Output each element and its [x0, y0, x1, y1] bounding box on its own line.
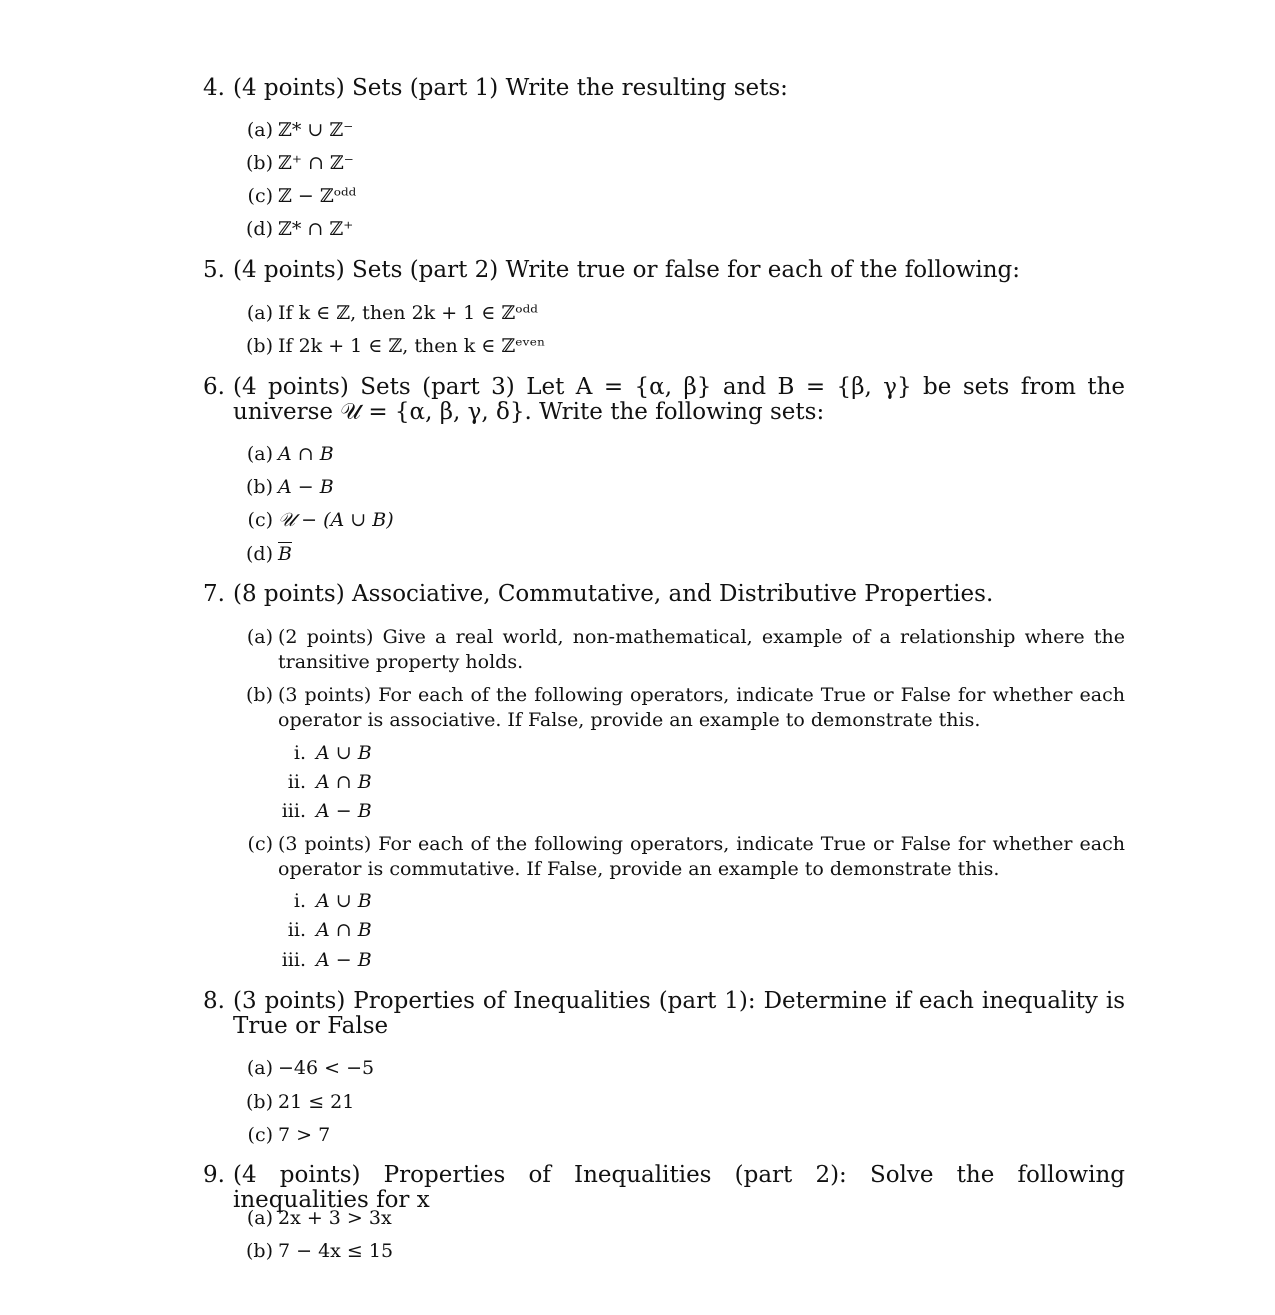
item-expression: ℤ⁺ ∩ ℤ⁻: [278, 152, 354, 174]
problem-number: 9.: [203, 1162, 225, 1188]
item-expression: 2x + 3 > 3x: [278, 1207, 392, 1229]
item-expression: −46 < −5: [278, 1057, 375, 1079]
item-expression: If k ∈ ℤ, then 2k + 1 ∈ ℤᵒᵈᵈ: [278, 302, 538, 324]
item-expression: A ∩ B: [278, 443, 334, 465]
roman-label: iii.: [281, 949, 306, 971]
item-label: (a): [246, 443, 273, 465]
item-text: (2 points) Give a real world, non-mathematical, example of a relationship where the transitive property holds.: [278, 626, 1125, 673]
item-text: (3 points) For each of the following operators, indicate True or False for whether each operator is associative. If False, provide an example to demonstrate this.: [278, 684, 1125, 731]
problem-text: (8 points) Associative, Commutative, and Distributive Properties.: [233, 581, 994, 607]
problem-text: (4 points) Properties of Inequalities (part 2): Solve the following inequalities for x: [233, 1162, 1125, 1213]
item-expression: ℤ − ℤᵒᵈᵈ: [278, 185, 357, 207]
item-label: (c): [247, 833, 273, 855]
item-label: (a): [246, 626, 273, 648]
item-text: (3 points) For each of the following operators, indicate True or False for whether each operator is commutative. If False, provide an example to demonstrate this.: [278, 833, 1125, 880]
problem-number: 5.: [203, 257, 225, 283]
item-label: (c): [247, 185, 273, 207]
item-label: (c): [247, 509, 273, 531]
item-label: (a): [246, 1057, 273, 1079]
item-label: (b): [246, 1240, 273, 1262]
problem-number: 6.: [203, 374, 225, 400]
item-label: (c): [247, 1124, 273, 1146]
problem-text: (4 points) Sets (part 3) Let A = {α, β} and B = {β, γ} be sets from the universe 𝒰 = {α, β, γ, δ}. Write the following sets:: [233, 374, 1125, 425]
item-label: (b): [246, 1091, 273, 1113]
item-expression: 7 − 4x ≤ 15: [278, 1240, 394, 1262]
roman-label: iii.: [281, 800, 306, 822]
problem-number: 8.: [203, 988, 225, 1014]
roman-label: ii.: [287, 919, 306, 941]
problem-text: (3 points) Properties of Inequalities (part 1): Determine if each inequality is True or False: [233, 988, 1125, 1039]
item-label: (a): [246, 302, 273, 324]
item-expression: A − B: [316, 949, 372, 971]
item-expression: A ∪ B: [316, 742, 372, 764]
item-expression: ℤ* ∪ ℤ⁻: [278, 119, 354, 141]
item-label: (a): [246, 1207, 273, 1229]
item-expression: A ∪ B: [316, 890, 372, 912]
item-label: (b): [246, 684, 273, 706]
item-expression: 21 ≤ 21: [278, 1091, 355, 1113]
roman-label: i.: [293, 890, 306, 912]
problem-text: (4 points) Sets (part 2) Write true or false for each of the following:: [233, 257, 1021, 283]
item-label: (d): [246, 218, 273, 240]
item-label: (d): [246, 543, 273, 565]
item-expression: 𝒰 − (A ∪ B): [278, 509, 394, 531]
item-label: (b): [246, 152, 273, 174]
problem-text: (4 points) Sets (part 1) Write the resulting sets:: [233, 75, 788, 101]
problem-number: 7.: [203, 581, 225, 607]
item-expression: A ∩ B: [316, 771, 372, 793]
item-expression: ℤ* ∩ ℤ⁺: [278, 218, 354, 240]
roman-label: ii.: [287, 771, 306, 793]
item-expression: If 2k + 1 ∈ ℤ, then k ∈ ℤᵉᵛᵉⁿ: [278, 335, 546, 357]
item-label: (a): [246, 119, 273, 141]
item-label: (b): [246, 476, 273, 498]
roman-label: i.: [293, 742, 306, 764]
item-expression: A ∩ B: [316, 919, 372, 941]
item-expression: $\overline{B}$: [278, 543, 292, 565]
item-expression: 7 > 7: [278, 1124, 331, 1146]
item-expression: A − B: [278, 476, 334, 498]
item-expression: A − B: [316, 800, 372, 822]
item-label: (b): [246, 335, 273, 357]
problem-number: 4.: [203, 75, 225, 101]
